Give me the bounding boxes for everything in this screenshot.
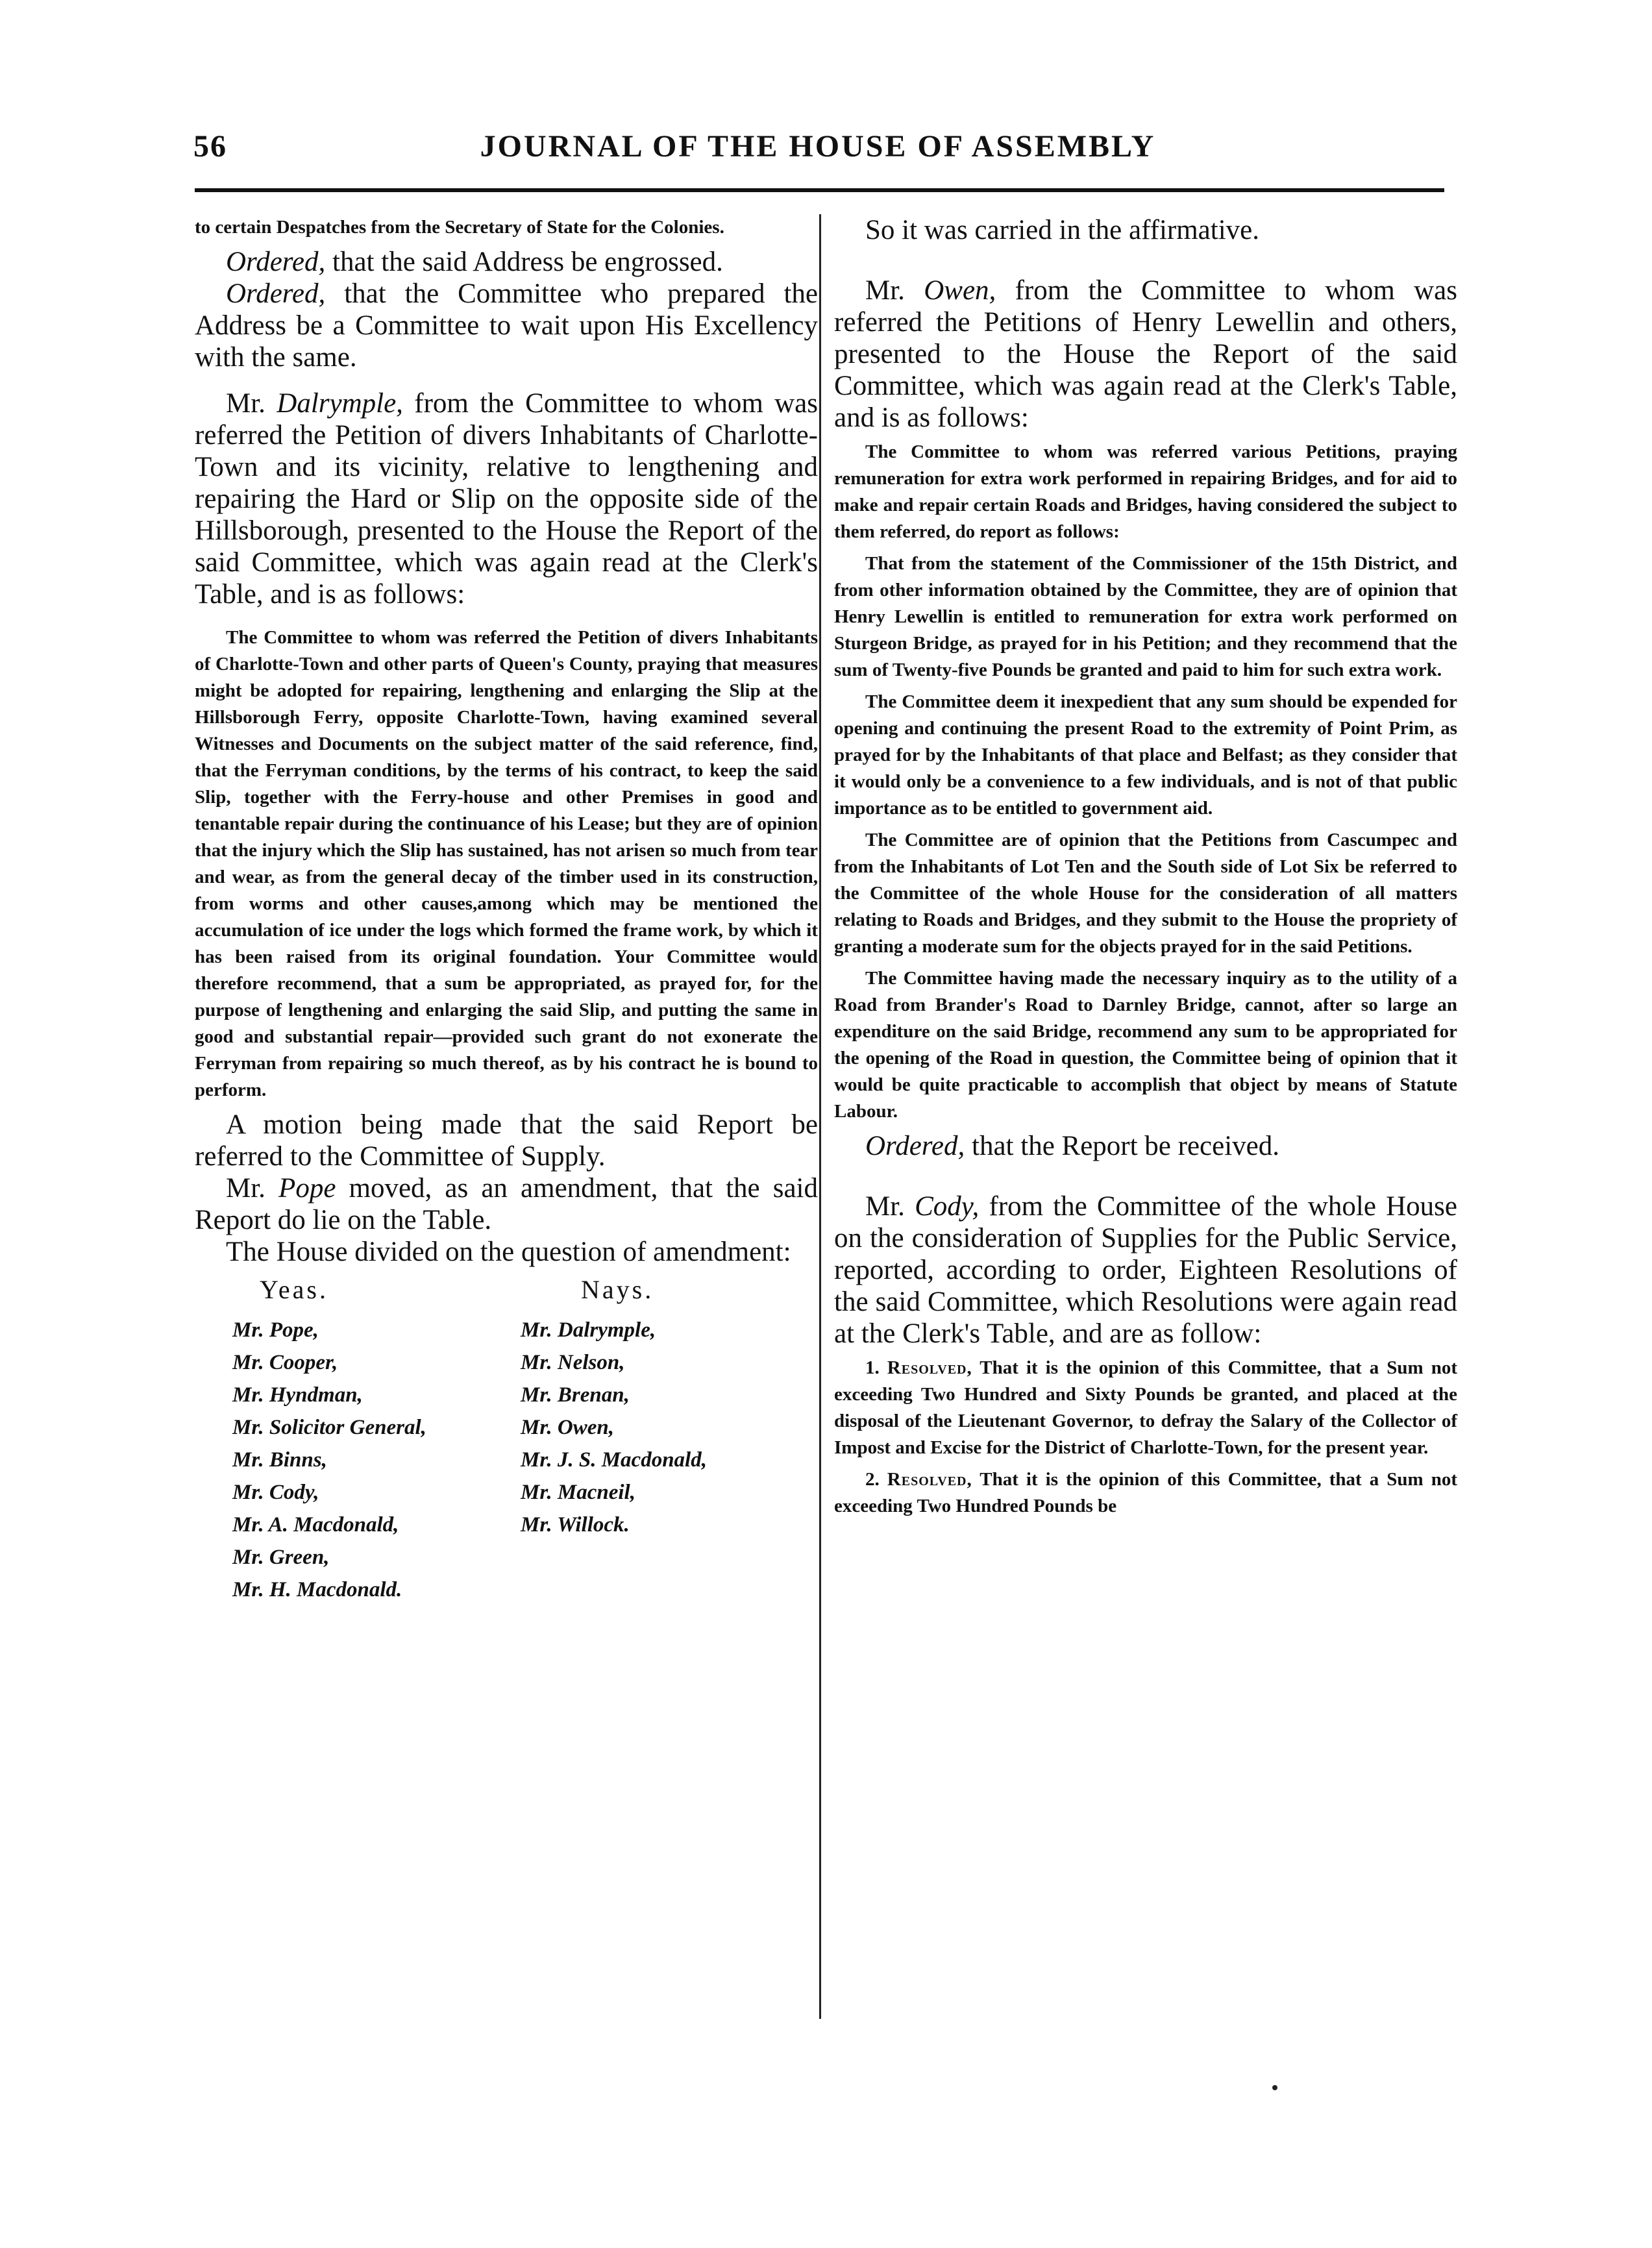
nay-member: Mr. Willock. bbox=[521, 1513, 630, 1537]
right-column bbox=[834, 214, 1457, 1520]
lewellin-remuneration: That from the statement of the Commissioner of the 15th District, and from other information obtained by the Committee, they are of opinion that Henry Lewellin is entitled to remuneration for extra work performed on Sturgeon Bridge, as prayed for in his Petition; and they recommend that the sum of Twenty-five Pounds be granted and paid to him for such extra work. bbox=[834, 553, 1457, 680]
nay-member: Mr. J. S. Macdonald, bbox=[521, 1448, 707, 1472]
nays-heading: Nays. bbox=[581, 1275, 654, 1304]
running-head: JOURNAL OF THE HOUSE OF ASSEMBLY bbox=[480, 129, 1156, 164]
left-column bbox=[195, 214, 818, 1606]
nay-member: Mr. Dalrymple, bbox=[521, 1318, 656, 1342]
header-rule bbox=[195, 188, 1444, 192]
ordered-report-received: Ordered, that the Report be received. bbox=[865, 1131, 1280, 1161]
ordered-engrossed: Ordered, that the said Address be engrossed. bbox=[226, 247, 723, 277]
darnley-bridge-road: The Committee having made the necessary inquiry as to the utility of a Road from Brander's Road to Darnley Bridge, cannot, after so large an expenditure on the said Bridge, recommend any sum to be appropriated for the opening of the Road in question, the Committee being of opinion that it would be quite practicable to accomplish that object by means of Statute Labour. bbox=[834, 968, 1457, 1122]
yea-member: Mr. Pope, bbox=[232, 1318, 319, 1342]
bridges-committee-report: The Committee to whom was referred various Petitions, praying remuneration for extra work performed in repairing Bridges, and for aid to make and repair certain Roads and Bridges, having considered the subject to them referred, do report as follows: bbox=[834, 441, 1457, 542]
yea-member: Mr. Hyndman, bbox=[232, 1383, 363, 1407]
yea-member: Mr. A. Macdonald, bbox=[232, 1513, 399, 1537]
resolution-2: 2. Resolved, That it is the opinion of this Committee, that a Sum not exceeding Two Hundred Pounds be bbox=[834, 1469, 1458, 1516]
footer-mark bbox=[1272, 2085, 1277, 2090]
yea-member: Mr. Green, bbox=[232, 1546, 330, 1569]
cody-supply-report: Mr. Cody, from the Committee of the whole House on the consideration of Supplies for the Public Service, reported, according to order, Eighteen Resolutions of the said Committee, which Resolutions were again read at the Clerk's Table, and are as follow: bbox=[834, 1191, 1457, 1349]
division-list bbox=[195, 1274, 818, 1606]
yea-member: Mr. H. Macdonald. bbox=[232, 1578, 402, 1601]
pope-amendment: Mr. Pope moved, as an amendment, that the said Report do lie on the Table. bbox=[195, 1173, 818, 1235]
owen-report-intro: Mr. Owen, from the Committee to whom was referred the Petitions of Henry Lewellin and others, presented to the House the Report of the said Committee, which was again read at the Clerk's Table, and is as follows: bbox=[834, 275, 1457, 433]
nay-member: Mr. Brenan, bbox=[521, 1383, 630, 1407]
nay-member: Mr. Macneil, bbox=[521, 1481, 635, 1504]
slip-committee-report: The Committee to whom was referred the Petition of divers Inhabitants of Charlotte-Town and other parts of Queen's County, praying that measures might be adopted for repairing, lengthening and enlarging the Slip at the Hillsborough Ferry, opposite Charlotte-Town, having examined several Witnesses and Documents on the subject matter of the said reference, find, that the Ferryman conditions, by the terms of his contract, to keep the said Slip, together with the Ferry-house and other Premises in good and tenantable repair during the continuance of his Lease; but they are of opinion that the injury which the Slip has sustained, has not arisen so much from tear and wear, as from the general decay of the timber used in its construction, from worms and other causes,among which may be mentioned the accumulation of ice under the logs which formed the frame work, by which it has been raised from its original foundation. Your Committee would therefore recommend, that a sum be appropriated, as prayed for, for the purpose of lengthening and enlarging the said Slip, and putting the same in good and substantial repair—provided such grant do not exonerate the Ferryman from repairing so much thereof, as by his contract he is bound to perform. bbox=[195, 627, 818, 1100]
yeas-heading: Yeas. bbox=[260, 1275, 328, 1304]
nay-member: Mr. Nelson, bbox=[521, 1351, 625, 1374]
nay-member: Mr. Owen, bbox=[521, 1416, 614, 1439]
point-prim-road: The Committee deem it inexpedient that any sum should be expended for opening and continuing the present Road to the extremity of Point Prim, as prayed for by the Inhabitants of that place and Belfast; as they consider that it would only be a convenience to a few individuals, and is not of that public importance as to be entitled to government aid. bbox=[834, 691, 1457, 819]
column-divider bbox=[819, 214, 821, 2019]
cascumpec-petitions: The Committee are of opinion that the Petitions from Cascumpec and from the Inhabitants of Lot Ten and the South side of Lot Six be referred to the Committee of the whole House for the consideration of all matters relating to Roads and Bridges, and they submit to the House the propriety of granting a moderate sum for the objects prayed for in the said Petitions. bbox=[834, 830, 1457, 957]
page-header bbox=[188, 129, 1448, 180]
nays-column bbox=[506, 1274, 818, 1606]
house-divided: The House divided on the question of amendment: bbox=[226, 1237, 791, 1267]
motion-supply: A motion being made that the said Report be referred to the Committee of Supply. bbox=[195, 1109, 818, 1172]
carried-affirmative: So it was carried in the affirmative. bbox=[865, 215, 1259, 245]
yea-member: Mr. Solicitor General, bbox=[232, 1416, 426, 1439]
yea-member: Mr. Cody, bbox=[232, 1481, 319, 1504]
resolution-1: 1. Resolved, That it is the opinion of this Committee, that a Sum not exceeding Two Hundred and Sixty Pounds be granted, and placed at the disposal of the Lieutenant Governor, to defray the Salary of the Collector of Impost and Excise for the District of Charlotte-Town, for the present year. bbox=[834, 1357, 1458, 1458]
despatches-text: to certain Despatches from the Secretary of State for the Colonies. bbox=[195, 217, 724, 238]
yeas-column bbox=[195, 1274, 506, 1606]
yea-member: Mr. Binns, bbox=[232, 1448, 327, 1472]
ordered-committee-wait: Ordered, that the Committee who prepared the Address be a Committee to wait upon His Excellency with the same. bbox=[195, 278, 818, 373]
dalrymple-report-intro: Mr. Dalrymple, from the Committee to whom was referred the Petition of divers Inhabitants of Charlotte-Town and its vicinity, relative to lengthening and repairing the Hard or Slip on the opposite side of the Hillsborough, presented to the House the Report of the said Committee, which was again read at the Clerk's Table, and is as follows: bbox=[195, 388, 818, 610]
yea-member: Mr. Cooper, bbox=[232, 1351, 338, 1374]
page-number: 56 bbox=[193, 129, 227, 164]
